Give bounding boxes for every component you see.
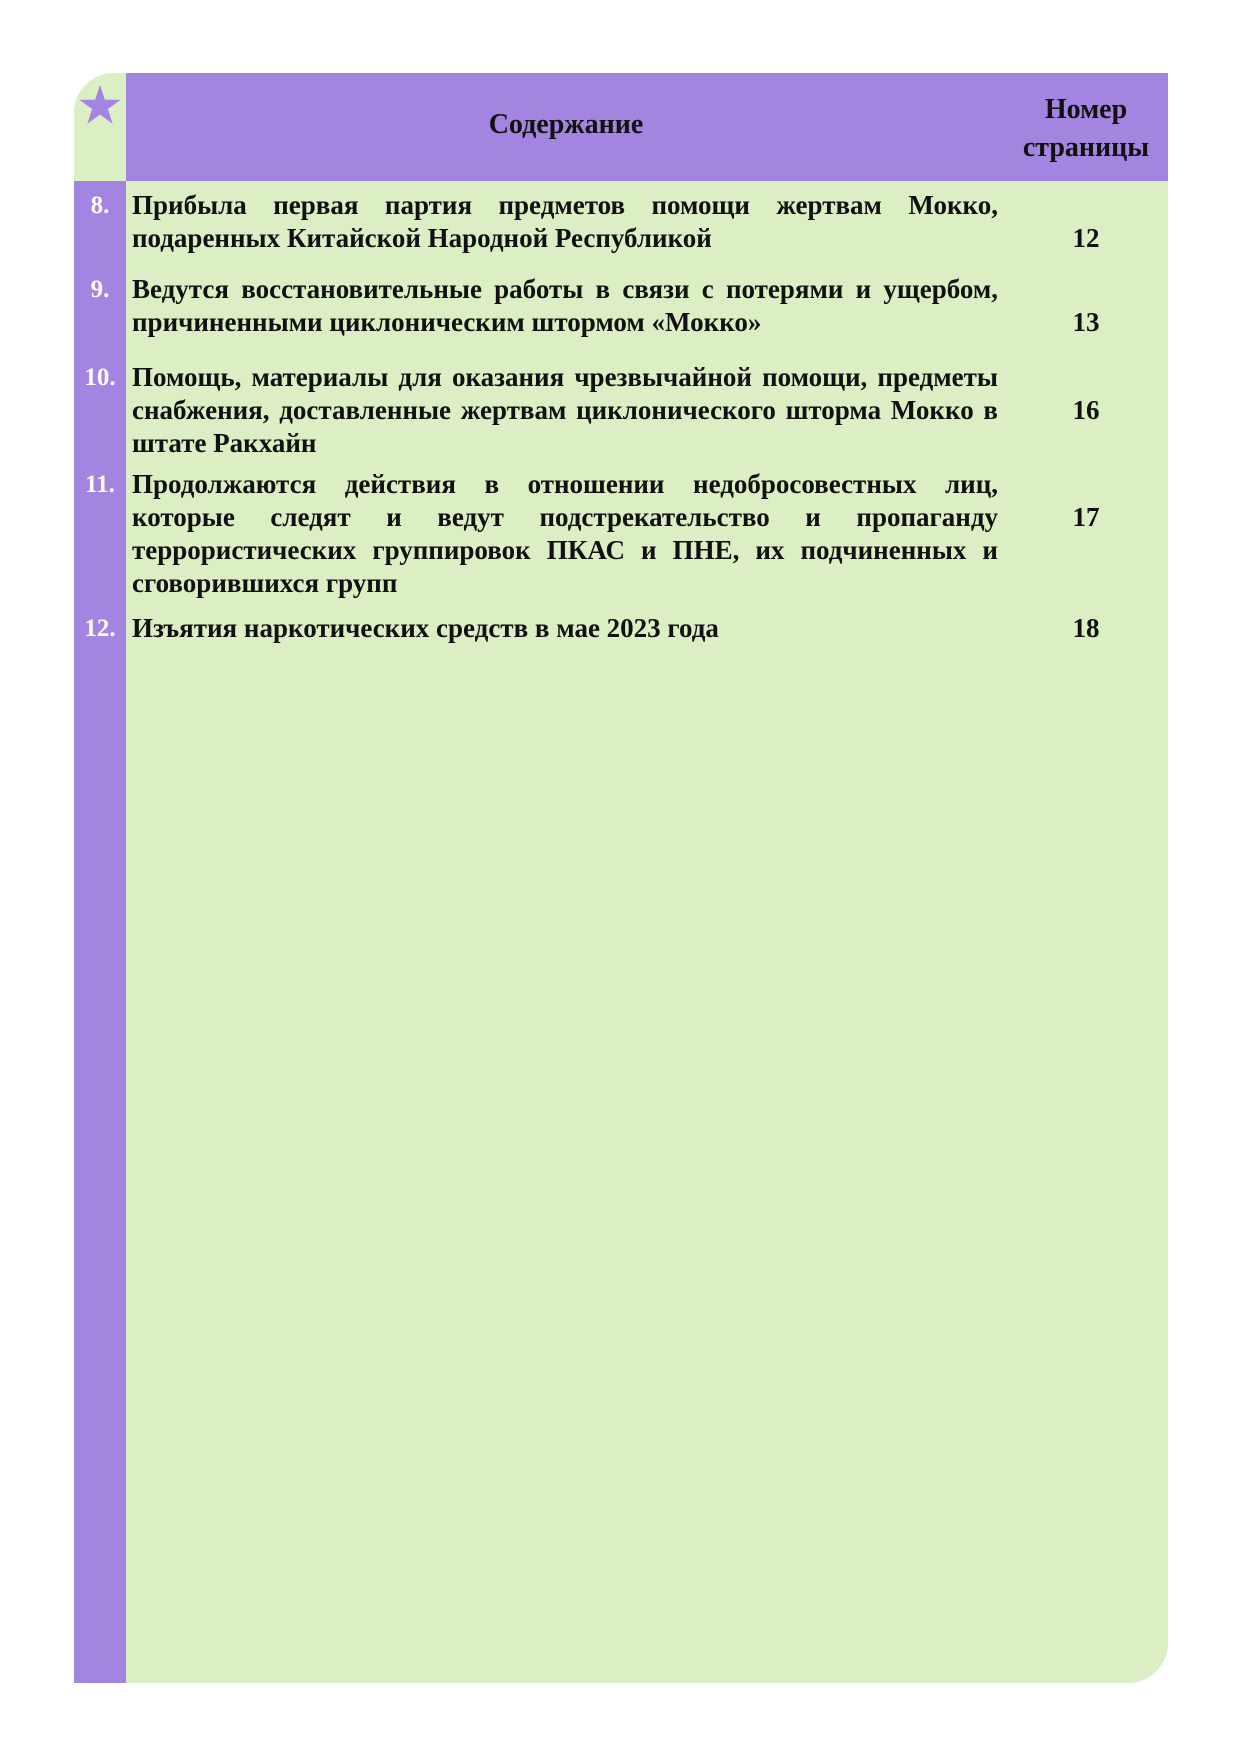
toc-panel bbox=[74, 73, 1168, 1683]
toc-title[interactable]: Продолжаются действия в отношении недобросовестных лиц, которые следят и ведут подстрекательство и пропаганду террористических группировок ПКАС и ПНЕ, их подчиненных и сговорившихся групп bbox=[132, 469, 998, 598]
toc-page[interactable]: 16 bbox=[1072, 395, 1100, 425]
toc-number: 12. bbox=[84, 615, 116, 642]
header-bar bbox=[126, 73, 1168, 181]
star-icon bbox=[78, 83, 122, 127]
toc-number: 9. bbox=[90, 276, 110, 303]
toc-number: 11. bbox=[85, 471, 115, 498]
header-page-label bbox=[1004, 91, 1168, 167]
header-page-label-line1: Номер bbox=[1044, 94, 1128, 125]
toc-title[interactable]: Помощь, материалы для оказания чрезвычайной помощи, предметы снабжения, доставленные жертвам циклонического шторма Мокко в штате Ракхайн bbox=[132, 362, 998, 458]
toc-number: 8. bbox=[90, 192, 110, 219]
toc-title[interactable]: Ведутся восстановительные работы в связи с потерями и ущербом, причиненными циклоническим штормом «Мокко» bbox=[132, 274, 998, 337]
toc-page[interactable]: 13 bbox=[1072, 307, 1100, 337]
toc-number: 10. bbox=[84, 364, 116, 391]
header-page-label-line2: страницы bbox=[1022, 132, 1150, 163]
toc-page[interactable]: 18 bbox=[1072, 613, 1100, 643]
corner-cell bbox=[74, 73, 126, 181]
toc-page[interactable]: 17 bbox=[1072, 502, 1100, 532]
header-title: Содержание bbox=[488, 109, 644, 140]
toc-title[interactable]: Изъятия наркотических средств в мае 2023 года bbox=[132, 613, 719, 643]
toc-page[interactable]: 12 bbox=[1072, 223, 1100, 253]
left-number-strip bbox=[74, 181, 126, 1683]
toc-title[interactable]: Прибыла первая партия предметов помощи жертвам Мокко, подаренных Китайской Народной Республикой bbox=[132, 190, 998, 253]
